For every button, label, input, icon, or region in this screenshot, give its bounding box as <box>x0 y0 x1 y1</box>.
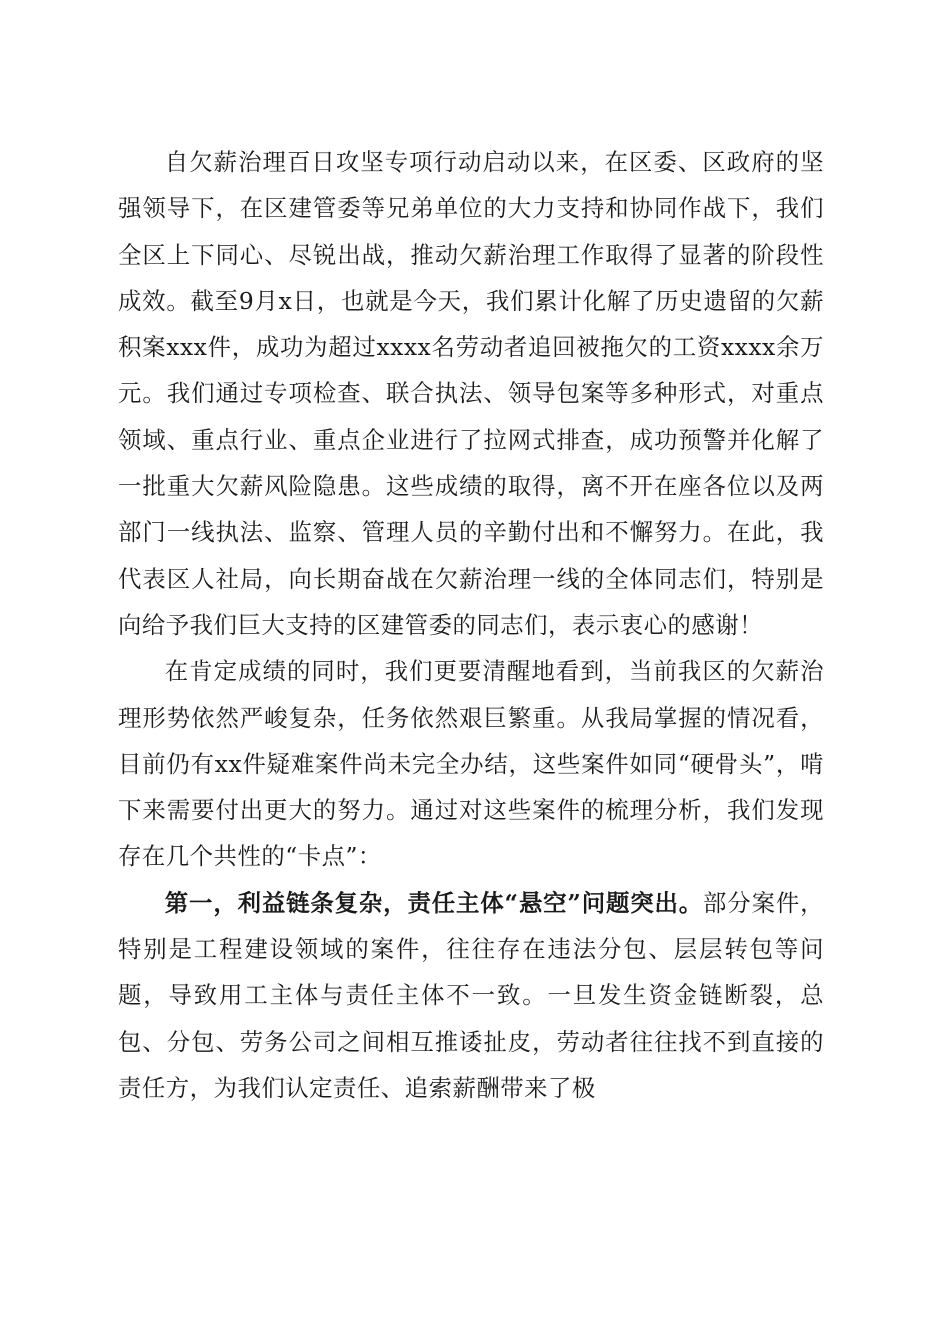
paragraph-lead: 第一，利益链条复杂，责任主体“悬空”问题突出。 <box>164 888 704 917</box>
paragraph-text: 部分案件，特别是工程建设领域的案件，往往存在违法分包、层层转包等问题，导致用工主体与责任主体不一致。一旦发生资金链断裂，总包、分包、劳务公司之间相互推诿扯皮，劳动者往往找不到直接的责任方，为我们认定责任、追索薪酬带来了极 <box>118 888 824 1102</box>
paragraph-challenges <box>118 648 824 879</box>
paragraph-text: 在肯定成绩的同时，我们更要清醒地看到，当前我区的欠薪治理形势依然严峻复杂，任务依然艰巨繁重。从我局掌握的情况看，目前仍有xx件疑难案件尚未完全办结，这些案件如同“硬骨头”，啃下来需要付出更大的努力。通过对这些案件的梳理分析，我们发现存在几个共性的“卡点”： <box>118 657 824 871</box>
paragraph-first-issue <box>118 880 824 1111</box>
paragraph-achievements <box>118 139 824 648</box>
paragraph-text: 自欠薪治理百日攻坚专项行动启动以来，在区委、区政府的坚强领导下，在区建管委等兄弟单位的大力支持和协同作战下，我们全区上下同心、尽锐出战，推动欠薪治理工作取得了显著的阶段性成效。截至9月x日，也就是今天，我们累计化解了历史遗留的欠薪积案xxx件，成功为超过xxxx名劳动者追回被拖欠的工资xxxx余万元。我们通过专项检查、联合执法、领导包案等多种形式，对重点领域、重点行业、重点企业进行了拉网式排查，成功预警并化解了一批重大欠薪风险隐患。这些成绩的取得，离不开在座各位以及两部门一线执法、监察、管理人员的辛勤付出和不懈努力。在此，我代表区人社局，向长期奋战在欠薪治理一线的全体同志们，特别是向给予我们巨大支持的区建管委的同志们，表示衷心的感谢！ <box>118 148 824 639</box>
document-body <box>118 139 824 1111</box>
